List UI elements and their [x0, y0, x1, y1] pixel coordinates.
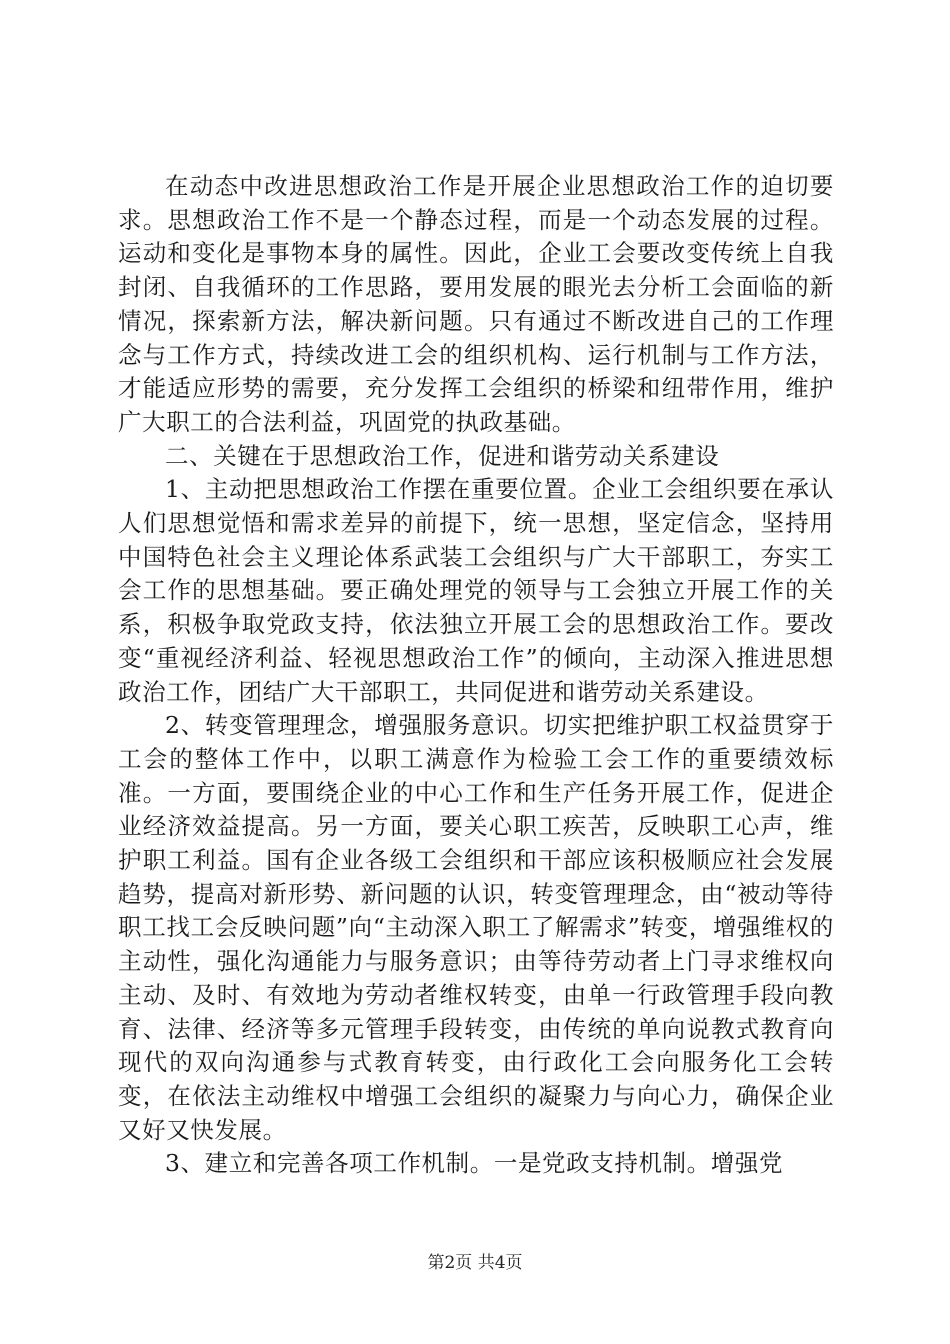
paragraph-item-2: 2、转变管理理念，增强服务意识。切实把维护职工权益贯穿于工会的整体工作中，以职工满意作为检验工会工作的重要绩效标准。一方面，要围绕企业的中心工作和生产任务开展工作，促进企业经济效益提高。另一方面，要关心职工疾苦，反映职工心声，维护职工利益。国有企业各级工会组织和干部应该积极顺应社会发展趋势，提高对新形势、新问题的认识，转变管理理念，由“被动等待职工找工会反映问题”向“主动深入职工了解需求”转变，增强维权的主动性，强化沟通能力与服务意识；由等待劳动者上门寻求维权向主动、及时、有效地为劳动者维权转变，由单一行政管理手段向教育、法律、经济等多元管理手段转变，由传统的单向说教式教育向现代的双向沟通参与式教育转变，由行政化工会向服务化工会转变，在依法主动维权中增强工会组织的凝聚力与向心力，确保企业又好又快发展。	[118, 711, 834, 1144]
page-number-footer: 第2页 共4页	[427, 1253, 523, 1273]
paragraph-dynamic-improvement: 在动态中改进思想政治工作是开展企业思想政治工作的迫切要求。思想政治工作不是一个静态过程，而是一个动态发展的过程。运动和变化是事物本身的属性。因此，企业工会要改变传统上自我封闭、自我循环的工作思路，要用发展的眼光去分析工会面临的新情况，探索新方法，解决新问题。只有通过不断改进自己的工作理念与工作方式，持续改进工会的组织机构、运行机制与工作方法，才能适应形势的需要，充分发挥工会组织的桥梁和纽带作用，维护广大职工的合法利益，巩固党的执政基础。	[118, 172, 834, 436]
document-body	[118, 170, 834, 1181]
paragraph-item-3: 3、建立和完善各项工作机制。一是党政支持机制。增强党	[165, 1149, 784, 1178]
section-heading-two: 二、关键在于思想政治工作，促进和谐劳动关系建设	[165, 441, 720, 470]
paragraph-item-1: 1、主动把思想政治工作摆在重要位置。企业工会组织要在承认人们思想觉悟和需求差异的前提下，统一思想，坚定信念，坚持用中国特色社会主义理论体系武装工会组织与广大干部职工，夯实工会工作的思想基础。要正确处理党的领导与工会独立开展工作的关系，积极争取党政支持，依法独立开展工会的思想政治工作。要改变“重视经济利益、轻视思想政治工作”的倾向，主动深入推进思想政治工作，团结广大干部职工，共同促进和谐劳动关系建设。	[118, 475, 834, 706]
